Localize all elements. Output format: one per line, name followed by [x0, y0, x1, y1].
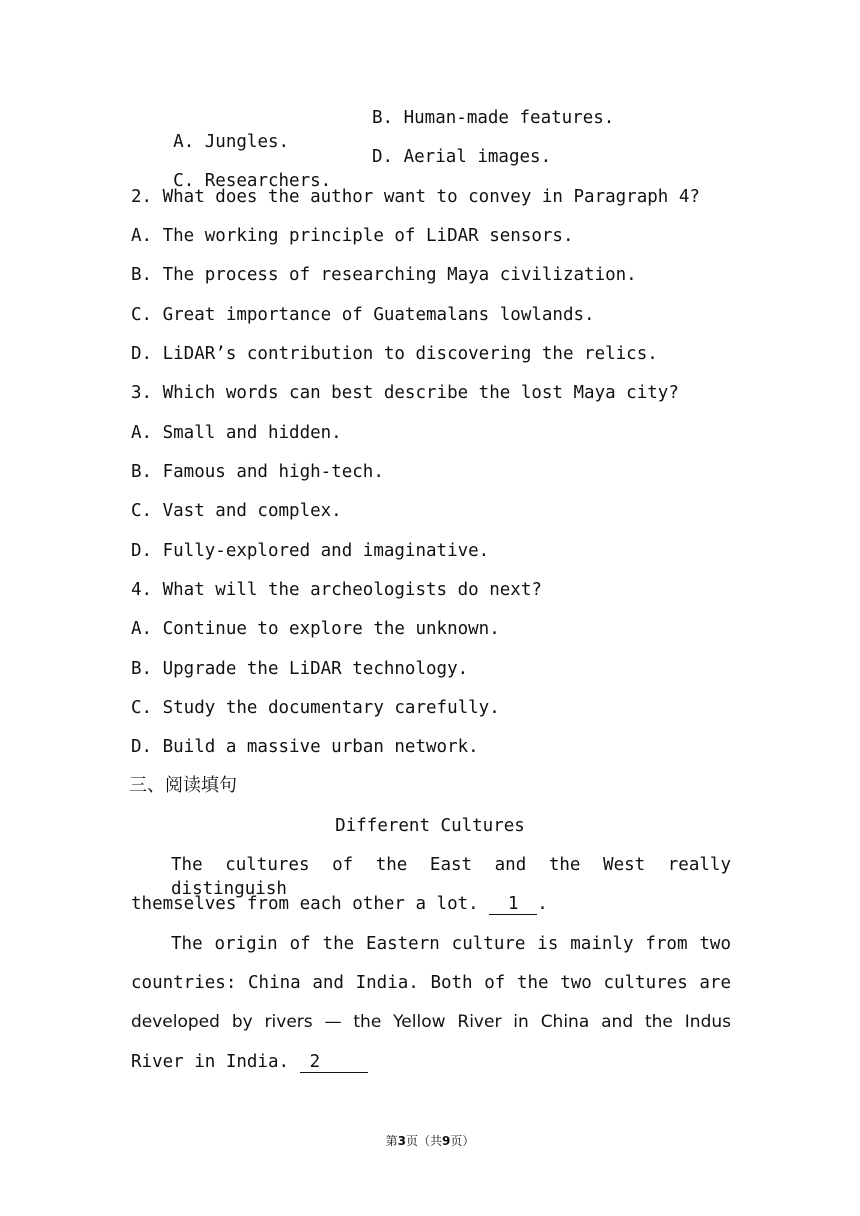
q3-stem: 3. Which words can best describe the lost Maya city? — [131, 383, 679, 403]
q4-option-c: C. Study the documentary carefully. — [131, 698, 500, 718]
paragraph-2-text: River in India. — [131, 1052, 290, 1072]
paragraph-2-line-4 — [131, 1050, 368, 1074]
q4-stem: 4. What will the archeologists do next? — [131, 580, 542, 600]
footer-suffix: 页） — [450, 1134, 475, 1148]
q2-option-b: B. The process of researching Maya civilization. — [131, 265, 637, 285]
q4-option-b: B. Upgrade the LiDAR technology. — [131, 659, 469, 679]
q3-option-a: A. Small and hidden. — [131, 423, 342, 443]
q4-option-d: D. Build a massive urban network. — [131, 737, 479, 757]
q3-option-c: C. Vast and complex. — [131, 501, 342, 521]
footer-middle: 页（共 — [405, 1134, 442, 1148]
q2-option-a: A. The working principle of LiDAR sensors. — [131, 226, 574, 246]
passage-title: Different Cultures — [335, 816, 525, 836]
footer-page-number: 3 — [397, 1134, 406, 1148]
q3-option-b: B. Famous and high-tech. — [131, 462, 384, 482]
q4-option-a: A. Continue to explore the unknown. — [131, 619, 500, 639]
footer-total-pages: 9 — [442, 1134, 451, 1148]
q1-option-d: D. Aerial images. — [372, 147, 552, 167]
paragraph-2-line-2: countries: China and India. Both of the two cultures are — [131, 973, 731, 993]
footer-prefix: 第 — [385, 1134, 398, 1148]
paragraph-1-line-1: The cultures of the East and the West really distinguish — [171, 855, 731, 899]
paragraph-1-text: themselves from each other a lot. — [131, 894, 479, 914]
paragraph-2-line-1: The origin of the Eastern culture is mainly from two — [171, 934, 731, 954]
q2-option-d: D. LiDAR’s contribution to discovering the relics. — [131, 344, 658, 364]
section-heading: 三、阅读填句 — [129, 775, 237, 796]
q3-option-d: D. Fully-explored and imaginative. — [131, 541, 490, 561]
page-footer — [0, 1132, 860, 1149]
q1-option-c: C. Researchers. — [173, 171, 332, 191]
q1-option-a: A. Jungles. — [173, 132, 290, 152]
q2-option-c: C. Great importance of Guatemalans lowlands. — [131, 305, 595, 325]
q2-stem: 2. What does the author want to convey in Paragraph 4? — [131, 187, 700, 207]
q1-option-b: B. Human-made features. — [372, 108, 615, 128]
blank-2[interactable]: 2 — [300, 1052, 368, 1073]
paragraph-1-line-2: themselves from each other a lot. 1 . — [131, 894, 548, 914]
blank-1[interactable]: 1 — [489, 894, 537, 915]
paragraph-2-line-3: developed by rivers — the Yellow River in China and the Indus — [131, 1012, 731, 1032]
